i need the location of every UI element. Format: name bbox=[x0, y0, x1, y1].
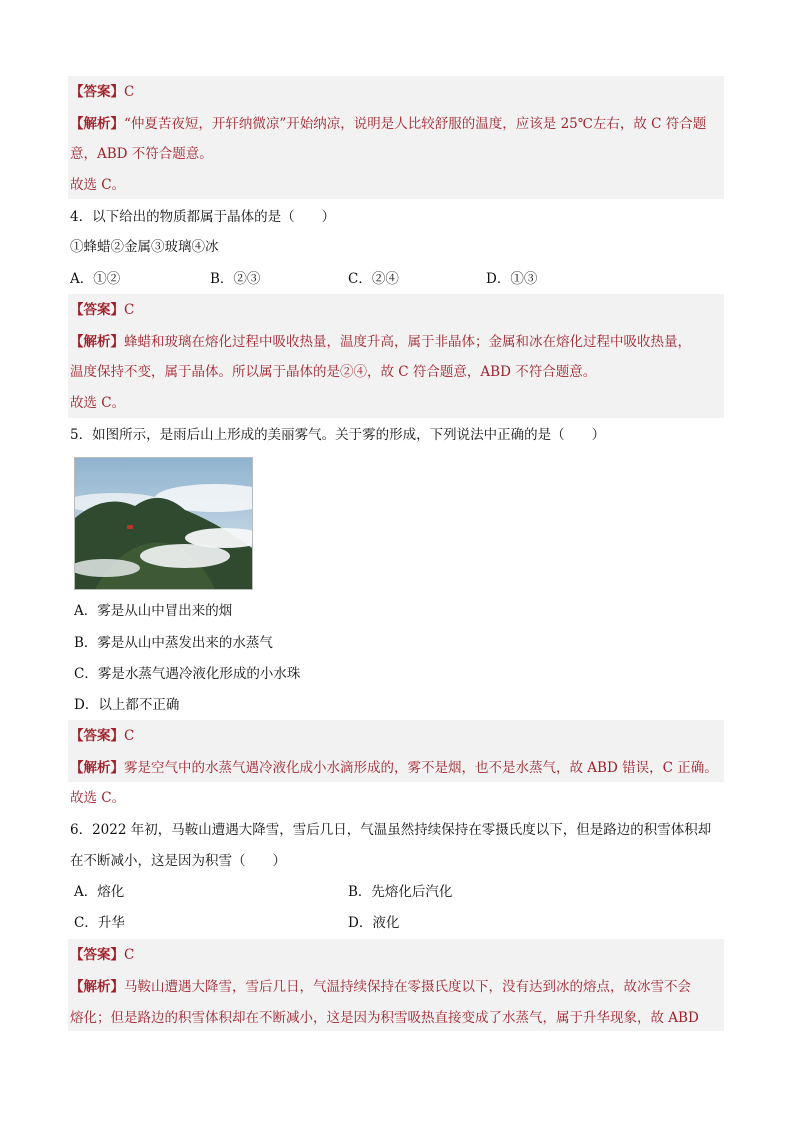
question-5-option-a: A．雾是从山中冒出来的烟 bbox=[74, 603, 233, 619]
answer-value: C bbox=[124, 728, 135, 744]
foggy-mountain-illustration bbox=[75, 458, 252, 589]
question-4-items: ①蜂蜡②金属③玻璃④冰 bbox=[70, 239, 219, 255]
answer-value: C bbox=[124, 947, 135, 963]
question-5-stem: 5．如图所示，是雨后山上形成的美丽雾气。关于雾的形成，下列说法中正确的是（ ） bbox=[70, 427, 606, 443]
question-5-option-d: D．以上都不正确 bbox=[74, 697, 180, 713]
analysis-tag: 【解析】 bbox=[70, 116, 124, 132]
analysis-text: 蜂蜡和玻璃在熔化过程中吸收热量，温度升高，属于非晶体；金属和冰在熔化过程中吸收热量， bbox=[124, 334, 691, 350]
question-5-option-b: B．雾是从山中蒸发出来的水蒸气 bbox=[74, 635, 273, 651]
analysis-tag: 【解析】 bbox=[70, 979, 124, 995]
answer-value: C bbox=[124, 302, 135, 318]
question-6-option-c: C．升华 bbox=[74, 915, 125, 931]
answer-tag: 【答案】 bbox=[70, 947, 124, 963]
question-4-option-c: C．②④ bbox=[348, 271, 399, 287]
analysis-line-1-q5 bbox=[70, 759, 718, 777]
question-6-option-b: B．先熔化后汽化 bbox=[348, 884, 453, 900]
analysis-tag: 【解析】 bbox=[70, 760, 124, 776]
question-4-option-d: D．①③ bbox=[486, 271, 538, 287]
analysis-tag: 【解析】 bbox=[70, 334, 124, 350]
analysis-text: 雾是空气中的水蒸气遇冷液化成小水滴形成的，雾不是烟，也不是水蒸气，故 ABD 错误，C 正确。 bbox=[124, 760, 718, 776]
question-6-stem-line-1: 6．2022 年初，马鞍山遭遇大降雪，雪后几日，气温虽然持续保持在零摄氏度以下，但是路边的积雪体积却 bbox=[70, 822, 712, 838]
question-6-option-a: A．熔化 bbox=[74, 884, 125, 900]
answer-tag: 【答案】 bbox=[70, 302, 124, 318]
analysis-line-1-q3 bbox=[70, 115, 706, 133]
answer-line-q5 bbox=[70, 727, 134, 745]
foggy-mountain-image bbox=[74, 457, 253, 590]
question-6-option-d: D．液化 bbox=[348, 915, 400, 931]
conclusion-q5: 故选 C。 bbox=[70, 790, 126, 806]
analysis-line-2-q3: 意，ABD 不符合题意。 bbox=[70, 146, 213, 162]
answer-tag: 【答案】 bbox=[70, 84, 124, 100]
answer-tag: 【答案】 bbox=[70, 728, 124, 744]
analysis-line-1-q4 bbox=[70, 333, 691, 351]
analysis-text: 马鞍山遭遇大降雪，雪后几日，气温持续保持在零摄氏度以下，没有达到冰的熔点，故冰雪不会 bbox=[124, 979, 691, 995]
question-4-option-b: B．②③ bbox=[210, 271, 261, 287]
conclusion-q3: 故选 C。 bbox=[70, 177, 126, 193]
question-4-stem: 4．以下给出的物质都属于晶体的是（ ） bbox=[70, 209, 336, 225]
answer-line-q3 bbox=[70, 83, 134, 101]
question-4-option-a: A．①② bbox=[70, 271, 121, 287]
conclusion-q4: 故选 C。 bbox=[70, 395, 126, 411]
analysis-line-2-q4: 温度保持不变，属于晶体。所以属于晶体的是②④，故 C 符合题意，ABD 不符合题意。 bbox=[70, 364, 597, 380]
answer-value: C bbox=[124, 84, 135, 100]
question-5-option-c: C．雾是水蒸气遇冷液化形成的小水珠 bbox=[74, 666, 301, 682]
analysis-line-2-q6: 熔化；但是路边的积雪体积却在不断减小，这是因为积雪吸热直接变成了水蒸气，属于升华现象，故 ABD bbox=[70, 1010, 699, 1026]
question-6-stem-line-2: 在不断减小，这是因为积雪（ ） bbox=[70, 853, 286, 869]
answer-line-q4 bbox=[70, 301, 134, 319]
analysis-line-1-q6 bbox=[70, 978, 691, 996]
answer-line-q6 bbox=[70, 946, 134, 964]
answer-box-q4 bbox=[68, 294, 724, 418]
answer-box-q3 bbox=[68, 76, 724, 199]
analysis-text: “仲夏苦夜短，开轩纳微凉”开始纳凉，说明是人比较舒服的温度，应该是 25℃左右，故 C 符合题 bbox=[124, 116, 707, 132]
